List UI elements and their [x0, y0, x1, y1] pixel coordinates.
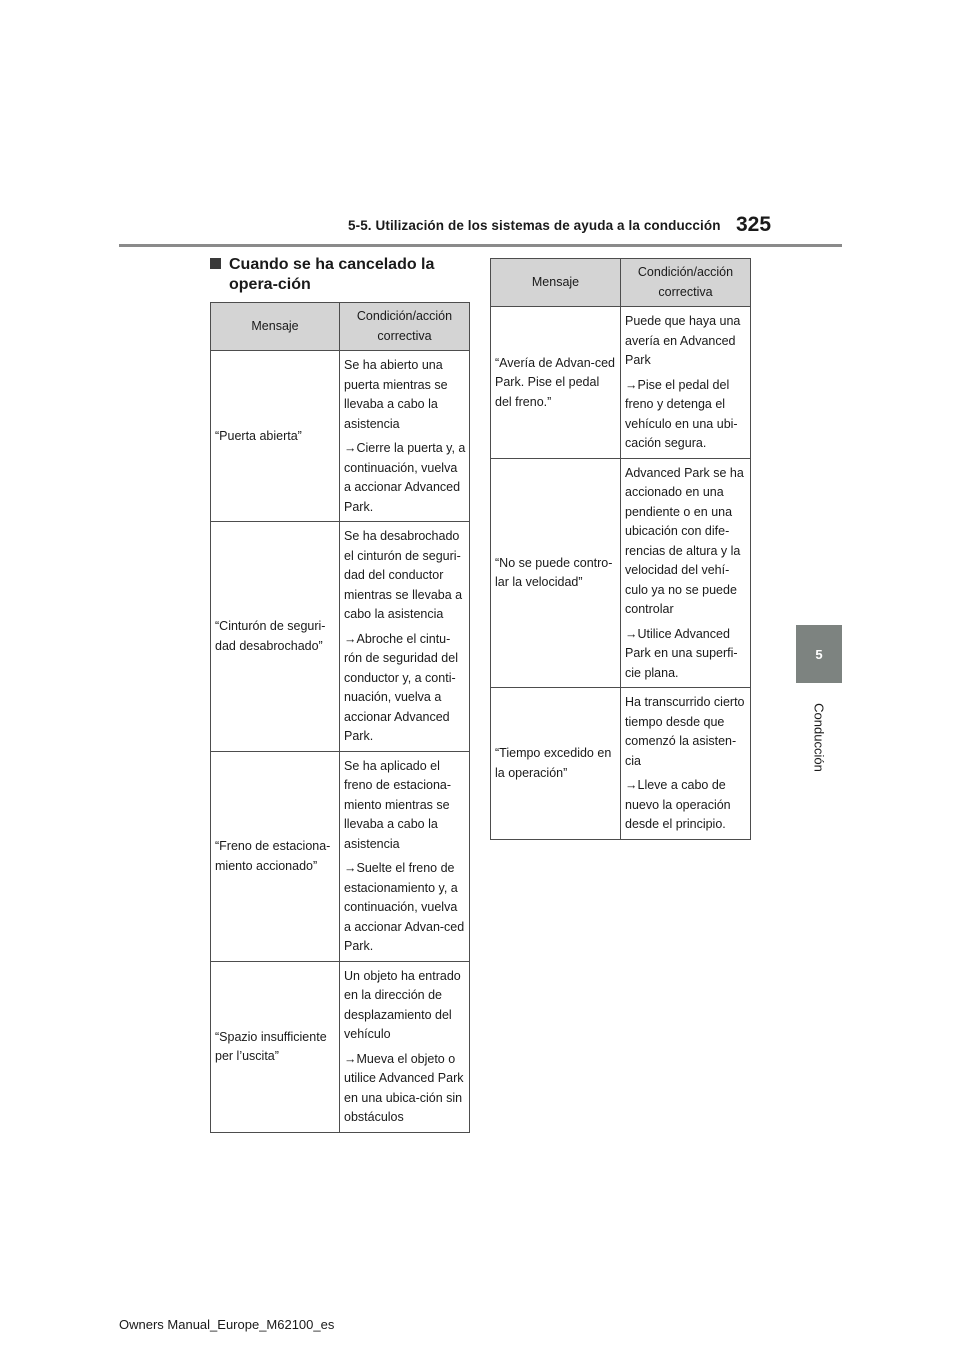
column-header-message: Mensaje [491, 259, 621, 307]
table-row [211, 522, 470, 752]
condition-text: Se ha abierto una puerta mientras se llevaba a cabo la asistencia [344, 358, 448, 431]
condition-text: Un objeto ha entrado en la dirección de desplazamiento del vehículo [344, 968, 461, 1041]
condition-text: Se ha aplicado el freno de estaciona-miento mientras se llevaba a cabo la asistencia [344, 758, 452, 851]
condition-text: Se ha desabrochado el cinturón de seguri-dad del conductor mientras se llevaba a cabo la asistencia [344, 529, 463, 621]
section-title [210, 255, 470, 295]
condition-text: Advanced Park se ha accionado en una pendiente o en una ubicación con dife-rencias de altura y la velocidad del vehí-culo ya no se puede controlar [625, 465, 744, 616]
condition-text: Ha transcurrido cierto tiempo desde que comenzó la asisten-cia [625, 695, 745, 768]
chapter-number: 5 [815, 646, 823, 662]
table-row [211, 351, 470, 522]
condition-cell [621, 458, 751, 688]
message-cell: “Puerta abierta” [211, 351, 340, 522]
condition-cell [340, 751, 470, 961]
message-cell: “Avería de Advan-ced Park. Pise el pedal del freno.” [491, 307, 621, 459]
condition-text: Puede que haya una avería en Advanced Park [625, 314, 741, 367]
action-text: →Cierre la puerta y, a continuación, vuelva a accionar Advanced Park. [344, 441, 466, 514]
square-bullet-icon [210, 258, 221, 269]
column-header-condition: Condición/acción correctiva [621, 259, 751, 307]
table-row [211, 961, 470, 1132]
action-text: →Lleve a cabo de nuevo la operación desde el principio. [625, 778, 731, 831]
table-row [491, 688, 751, 840]
message-cell: “No se puede contro-lar la velocidad” [491, 458, 621, 688]
section-title-text: Cuando se ha cancelado la opera-ción [229, 256, 435, 293]
action-text: →Pise el pedal del freno y detenga el vehículo en una ubi-cación segura. [625, 377, 738, 450]
action-text: →Suelte el freno de estacionamiento y, a continuación, vuelva a accionar Advan-ced Park. [344, 861, 465, 953]
table-row [211, 751, 470, 961]
message-cell: “Tiempo excedido en la operación” [491, 688, 621, 840]
table-row [491, 307, 751, 459]
message-table-left [210, 302, 470, 1133]
page-number: 325 [736, 213, 772, 236]
action-text: →Mueva el objeto o utilice Advanced Park en una ubica-ción sin obstáculos [344, 1051, 464, 1124]
chapter-tab[interactable] [796, 625, 842, 683]
condition-cell [340, 522, 470, 752]
condition-cell [621, 688, 751, 840]
header-rule [119, 244, 842, 247]
table-header-row [491, 259, 751, 307]
table-header-row [211, 303, 470, 351]
column-header-message: Mensaje [211, 303, 340, 351]
condition-cell [340, 961, 470, 1132]
chapter-label: Conducción [811, 703, 827, 772]
section-header: 5-5. Utilización de los sistemas de ayuda a la conducción [348, 218, 721, 233]
message-cell: “Freno de estaciona-miento accionado” [211, 751, 340, 961]
action-text: →Utilice Advanced Park en una superfi-cie plana. [625, 626, 738, 680]
message-cell: “Cinturón de seguri-dad desabrochado” [211, 522, 340, 752]
message-table-right [490, 258, 751, 840]
action-text: →Abroche el cintu-rón de seguridad del conductor y, a conti-nuación, vuelva a accionar Advanced Park. [344, 631, 458, 743]
message-cell: “Spazio insufficiente per l’uscita” [211, 961, 340, 1132]
table-row [491, 458, 751, 688]
column-header-condition: Condición/acción correctiva [340, 303, 470, 351]
footer-manual-id: Owners Manual_Europe_M62100_es [119, 1317, 335, 1332]
condition-cell [621, 307, 751, 459]
condition-cell [340, 351, 470, 522]
